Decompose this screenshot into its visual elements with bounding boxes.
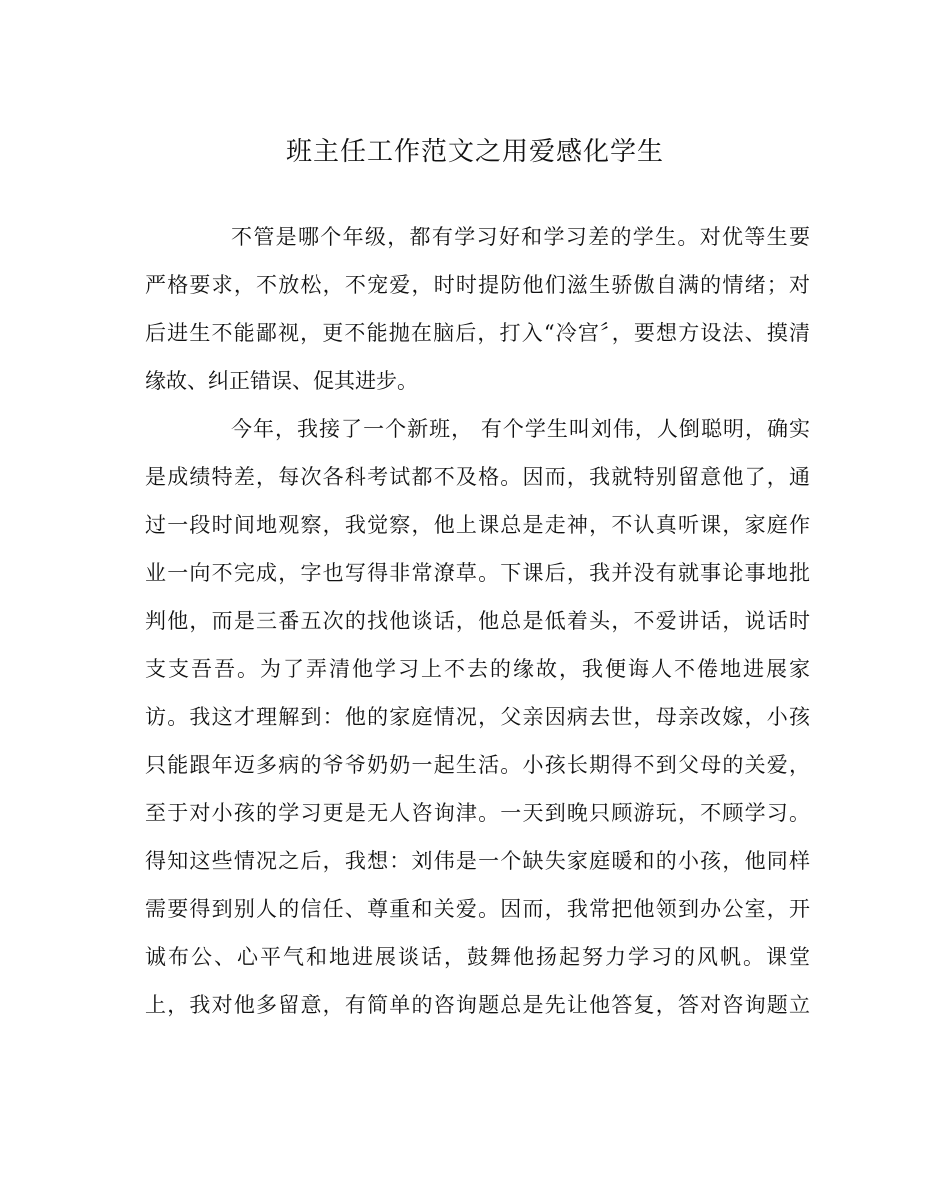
paragraph-2-line-10: 得知这些情况之后，我想：刘伟是一个缺失家庭暖和的小孩，他同样 bbox=[145, 849, 810, 873]
paragraph-1-line-4: 缘故、纠正错误、促其进步。 bbox=[145, 369, 418, 393]
paragraph-2-line-7: 访。我这才理解到：他的家庭情况，父亲因病去世，母亲改嫁，小孩 bbox=[145, 705, 810, 729]
document-title: 班主任工作范文之用爱感化学生 bbox=[285, 137, 664, 167]
paragraph-1-line-3: 后进生不能鄙视，更不能抛在脑后，打入“冷宫〞，要想方设法、摸清 bbox=[145, 321, 810, 345]
paragraph-1-line-2: 严格要求，不放松，不宠爱，时时提防他们滋生骄傲自满的情绪；对 bbox=[145, 273, 810, 297]
paragraph-2-line-5: 判他，而是三番五次的找他谈话，他总是低着头，不爱讲话，说话时 bbox=[145, 609, 810, 633]
paragraph-2-line-8: 只能跟年迈多病的爷爷奶奶一起生活。小孩长期得不到父母的关爱， bbox=[145, 753, 810, 777]
paragraph-2-line-1: 今年，我接了一个新班， 有个学生叫刘伟，人倒聪明，确实 bbox=[231, 417, 810, 441]
paragraph-2-line-6: 支支吾吾。为了弄清他学习上不去的缘故，我便诲人不倦地进展家 bbox=[145, 657, 810, 681]
paragraph-1-line-1: 不管是哪个年级，都有学习好和学习差的学生。对优等生要 bbox=[231, 225, 810, 249]
paragraph-2-line-3: 过一段时间地观察，我觉察，他上课总是走神，不认真听课，家庭作 bbox=[145, 513, 810, 537]
paragraph-2-line-11: 需要得到别人的信任、尊重和关爱。因而，我常把他领到办公室，开 bbox=[145, 897, 810, 921]
paragraph-2-line-12: 诚布公、心平气和地进展谈话，鼓舞他扬起努力学习的风帆。课堂 bbox=[145, 945, 810, 969]
paragraph-2-line-13: 上，我对他多留意，有简单的咨询题总是先让他答复，答对咨询题立 bbox=[145, 993, 810, 1017]
paragraph-2-line-2: 是成绩特差，每次各科考试都不及格。因而，我就特别留意他了，通 bbox=[145, 465, 810, 489]
document-body bbox=[145, 218, 810, 1034]
paragraph-2-line-4: 业一向不完成，字也写得非常潦草。下课后，我并没有就事论事地批 bbox=[145, 561, 810, 585]
paragraph-2-line-9: 至于对小孩的学习更是无人咨询津。一天到晚只顾游玩，不顾学习。 bbox=[145, 801, 810, 825]
